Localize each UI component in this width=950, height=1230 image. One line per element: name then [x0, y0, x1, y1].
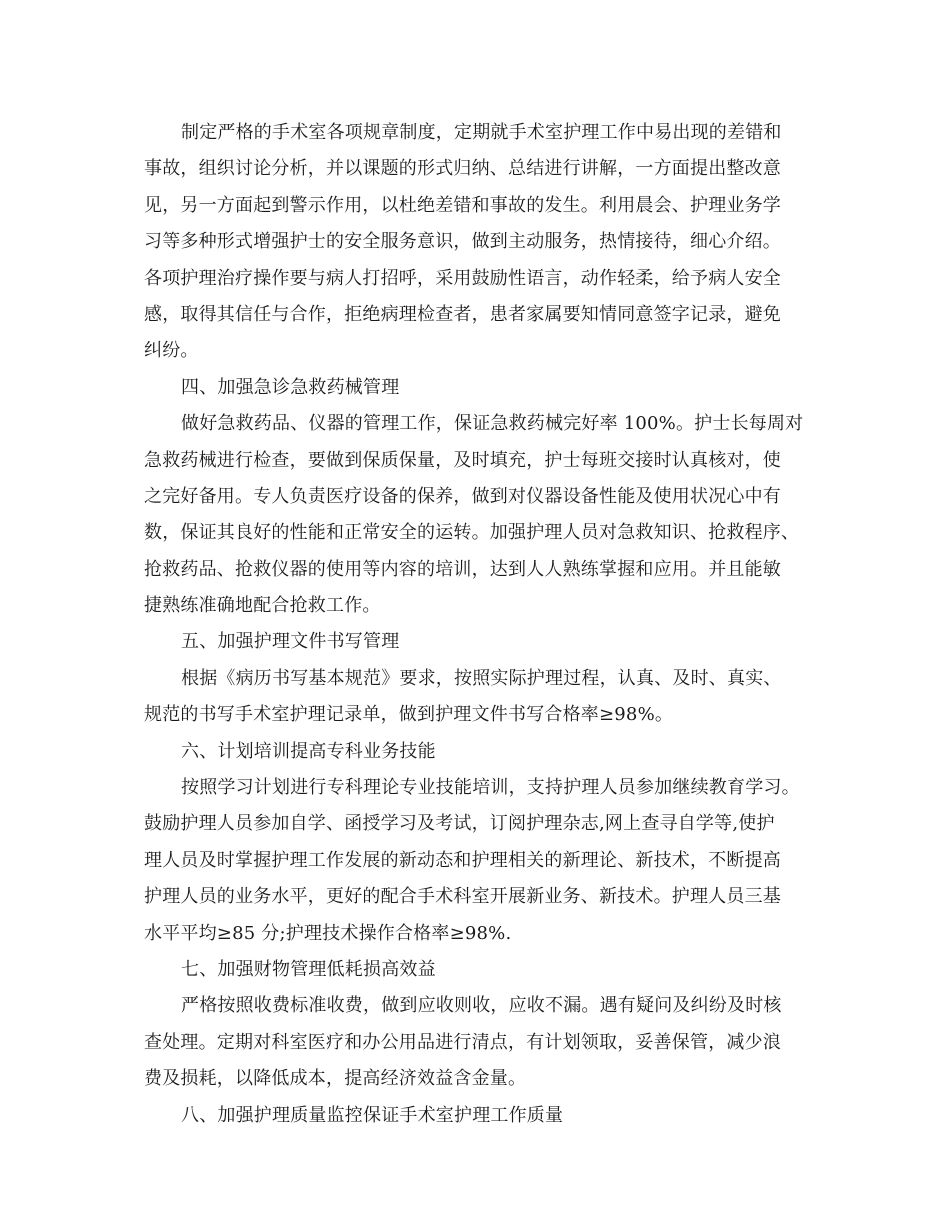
text-line: 做好急救药品、仪器的管理工作，保证急救药械完好率 100%。护士长每周对: [181, 413, 804, 435]
text-line: 严格按照收费标准收费，做到应收则收，应收不漏。遇有疑问及纠纷及时核: [181, 995, 782, 1017]
text-line: 习等多种形式增强护士的安全服务意识，做到主动服务，热情接待，细心介绍。: [144, 231, 781, 253]
text-line: 纠纷。: [144, 340, 199, 362]
text-line: 之完好备用。专人负责医疗设备的保养，做到对仪器设备性能及使用状况心中有: [144, 485, 781, 507]
text-line: 按照学习计划进行专科理论专业技能培训，支持护理人员参加继续教育学习。: [181, 777, 800, 799]
text-line: 八、加强护理质量监控保证手术室护理工作质量: [181, 1104, 564, 1126]
text-line: 鼓励护理人员参加自学、函授学习及考试，订阅护理杂志,网上查寻自学等,使护: [144, 813, 775, 835]
text-line: 规范的书写手术室护理记录单，做到护理文件书写合格率≥98%。: [144, 704, 674, 726]
text-line: 急救药械进行检查，要做到保质保量，及时填充，护士每班交接时认真核对，使: [144, 449, 781, 471]
text-line: 见，另一方面起到警示作用，以杜绝差错和事故的发生。利用晨会、护理业务学: [144, 194, 781, 216]
text-line: 六、计划培训提高专科业务技能: [181, 740, 436, 762]
text-line: 四、加强急诊急救药械管理: [181, 376, 400, 398]
text-line: 事故，组织讨论分析，并以课题的形式归纳、总结进行讲解，一方面提出整改意: [144, 158, 781, 180]
text-line: 七、加强财物管理低耗损高效益: [181, 958, 436, 980]
text-line: 制定严格的手术室各项规章制度，定期就手术室护理工作中易出现的差错和: [181, 122, 782, 143]
text-line: 护理人员的业务水平，更好的配合手术科室开展新业务、新技术。护理人员三基: [144, 886, 781, 908]
text-line: 水平平均≥85 分;护理技术操作合格率≥98%.: [144, 922, 512, 944]
text-line: 根据《病历书写基本规范》要求，按照实际护理过程，认真、及时、真实、: [181, 667, 782, 689]
text-line: 理人员及时掌握护理工作发展的新动态和护理相关的新理论、新技术，不断提高: [144, 849, 781, 871]
text-line: 抢救药品、抢救仪器的使用等内容的培训，达到人人熟练掌握和应用。并且能敏: [144, 558, 781, 580]
text-line: 费及损耗，以降低成本，提高经济效益含金量。: [144, 1068, 527, 1090]
text-line: 各项护理治疗操作要与病人打招呼，采用鼓励性语言，动作轻柔，给予病人安全: [144, 267, 781, 289]
text-line: 捷熟练准确地配合抢救工作。: [144, 595, 381, 617]
text-line: 数，保证其良好的性能和正常安全的运转。加强护理人员对急救知识、抢救程序、: [144, 522, 800, 544]
text-line: 查处理。定期对科室医疗和办公用品进行清点，有计划领取，妥善保管，减少浪: [144, 1031, 781, 1053]
text-line: 五、加强护理文件书写管理: [181, 631, 400, 653]
document-body: [144, 115, 814, 1134]
text-line: 感，取得其信任与合作，拒绝病理检查者，患者家属要知情同意签字记录，避免: [144, 303, 781, 325]
